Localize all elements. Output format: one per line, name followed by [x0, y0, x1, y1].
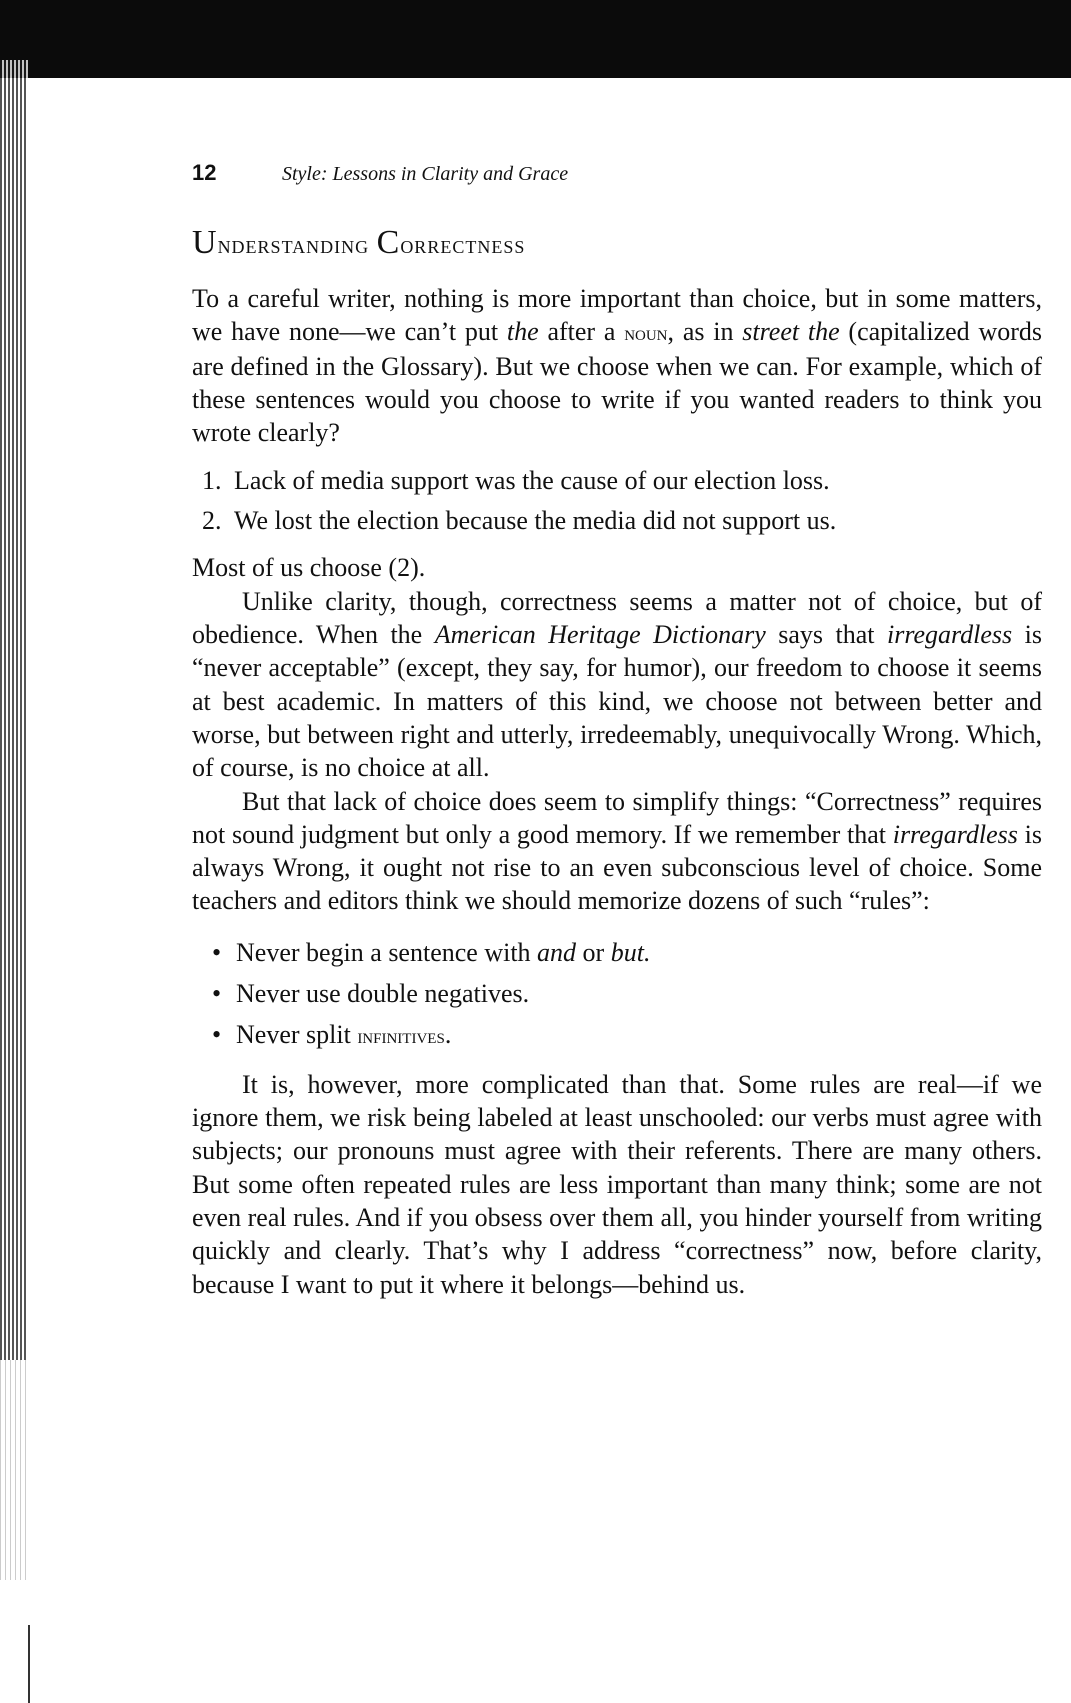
text-run: after a: [538, 317, 625, 347]
paragraph-correctness: [192, 585, 1042, 785]
rule-item: [212, 932, 1042, 973]
rule-item: [212, 973, 1042, 1014]
bullet-icon: •: [212, 937, 222, 967]
italic-run: the: [506, 317, 539, 347]
rules-list: [192, 932, 1042, 1056]
running-head: [192, 160, 1042, 196]
example-text: We lost the election because the media did not support us.: [234, 506, 837, 536]
text-run: is always Wrong, it ought not rise to an even subconscious level of choice. Some teachers and editors think we should memorize dozens of such “rules”:: [192, 819, 1042, 916]
italic-run: American Heritage Dictionary: [434, 620, 766, 650]
heading-cap-2: C: [376, 224, 401, 261]
text-run: Unlike clarity, though, correctness seems a matter not of choice, but of obedience. When the: [192, 586, 1042, 650]
scan-top-border: [0, 0, 1071, 78]
scan-binding-edge-fade: [0, 1360, 28, 1580]
italic-run: irregardless: [886, 620, 1013, 650]
text-run: is “never acceptable” (except, they say, for humor), our freedom to choose it seems at best academic. In matters of this kind, we choose not between better and worse, but between right and utterly, irredeemably, unequivocally Wrong. Which, of course, is no choice at all.: [192, 620, 1043, 783]
italic-run: irregardless: [892, 819, 1018, 849]
glossary-term: infinitives: [357, 1022, 445, 1048]
scan-binding-edge: [0, 60, 28, 1360]
glossary-term: noun: [624, 320, 668, 346]
rule-item: [212, 1014, 1042, 1056]
text-run: To a careful writer, nothing is more important than choice, but in some matters, we have none—we can’t put: [192, 284, 1042, 347]
text-run: or: [576, 937, 611, 967]
text-run: Never use double negatives.: [236, 978, 530, 1008]
heading-rest-1: nderstanding: [217, 230, 370, 259]
text-run: says that: [765, 620, 887, 650]
text-run: .: [444, 1019, 452, 1049]
italic-run: street the: [742, 317, 840, 347]
bullet-icon: •: [212, 978, 222, 1008]
paragraph-complicated: It is, however, more complicated than that. Some rules are real—if we ignore them, we risk being labeled at least unschooled: our verbs must agree with subjects; our pronouns must agree with their referents. There are many others. But some often repeated rules are less important than many think; some are not even real rules. And if you obsess over them all, you hinder yourself from writing quickly and clearly. That’s why I address “correctness” now, before clarity, because I want to put it where it belongs—behind us.: [192, 1069, 1042, 1299]
scan-edge-mark: [28, 1625, 30, 1703]
bullet-icon: •: [212, 1019, 222, 1049]
text-run: Never begin a sentence with: [236, 937, 538, 967]
example-text: Lack of media support was the cause of our election loss.: [234, 466, 830, 496]
italic-run: but.: [610, 937, 651, 967]
example-item: [202, 461, 1042, 501]
example-sentences: [192, 461, 1042, 541]
heading-cap-1: U: [192, 224, 218, 261]
text-run: Never split: [236, 1019, 358, 1049]
text-run: (capitalized words are defined in the Glossary). But we choose when we can. For example, which of these sentences would you choose to write if you wanted readers to think you wrote clearly?: [192, 317, 1043, 448]
example-number: 1.: [202, 466, 222, 496]
page-number: 12: [192, 160, 217, 185]
text-run: But that lack of choice does seem to simplify things: “Correctness” requires not sound judgment but only a good memory. If we remember that: [192, 786, 1042, 849]
paragraph-choice: Most of us choose (2).: [192, 553, 426, 583]
paragraph-intro: [192, 282, 1042, 449]
section-heading: [192, 224, 1042, 262]
book-page: [192, 160, 1042, 1301]
example-number: 2.: [202, 506, 222, 536]
example-item: [202, 501, 1042, 541]
book-title: Style: Lessons in Clarity and Grace: [282, 163, 569, 185]
heading-rest-2: orrectness: [400, 230, 526, 259]
text-run: , as in: [667, 317, 743, 347]
italic-run: and: [537, 937, 577, 967]
paragraph-memory: [192, 785, 1042, 918]
